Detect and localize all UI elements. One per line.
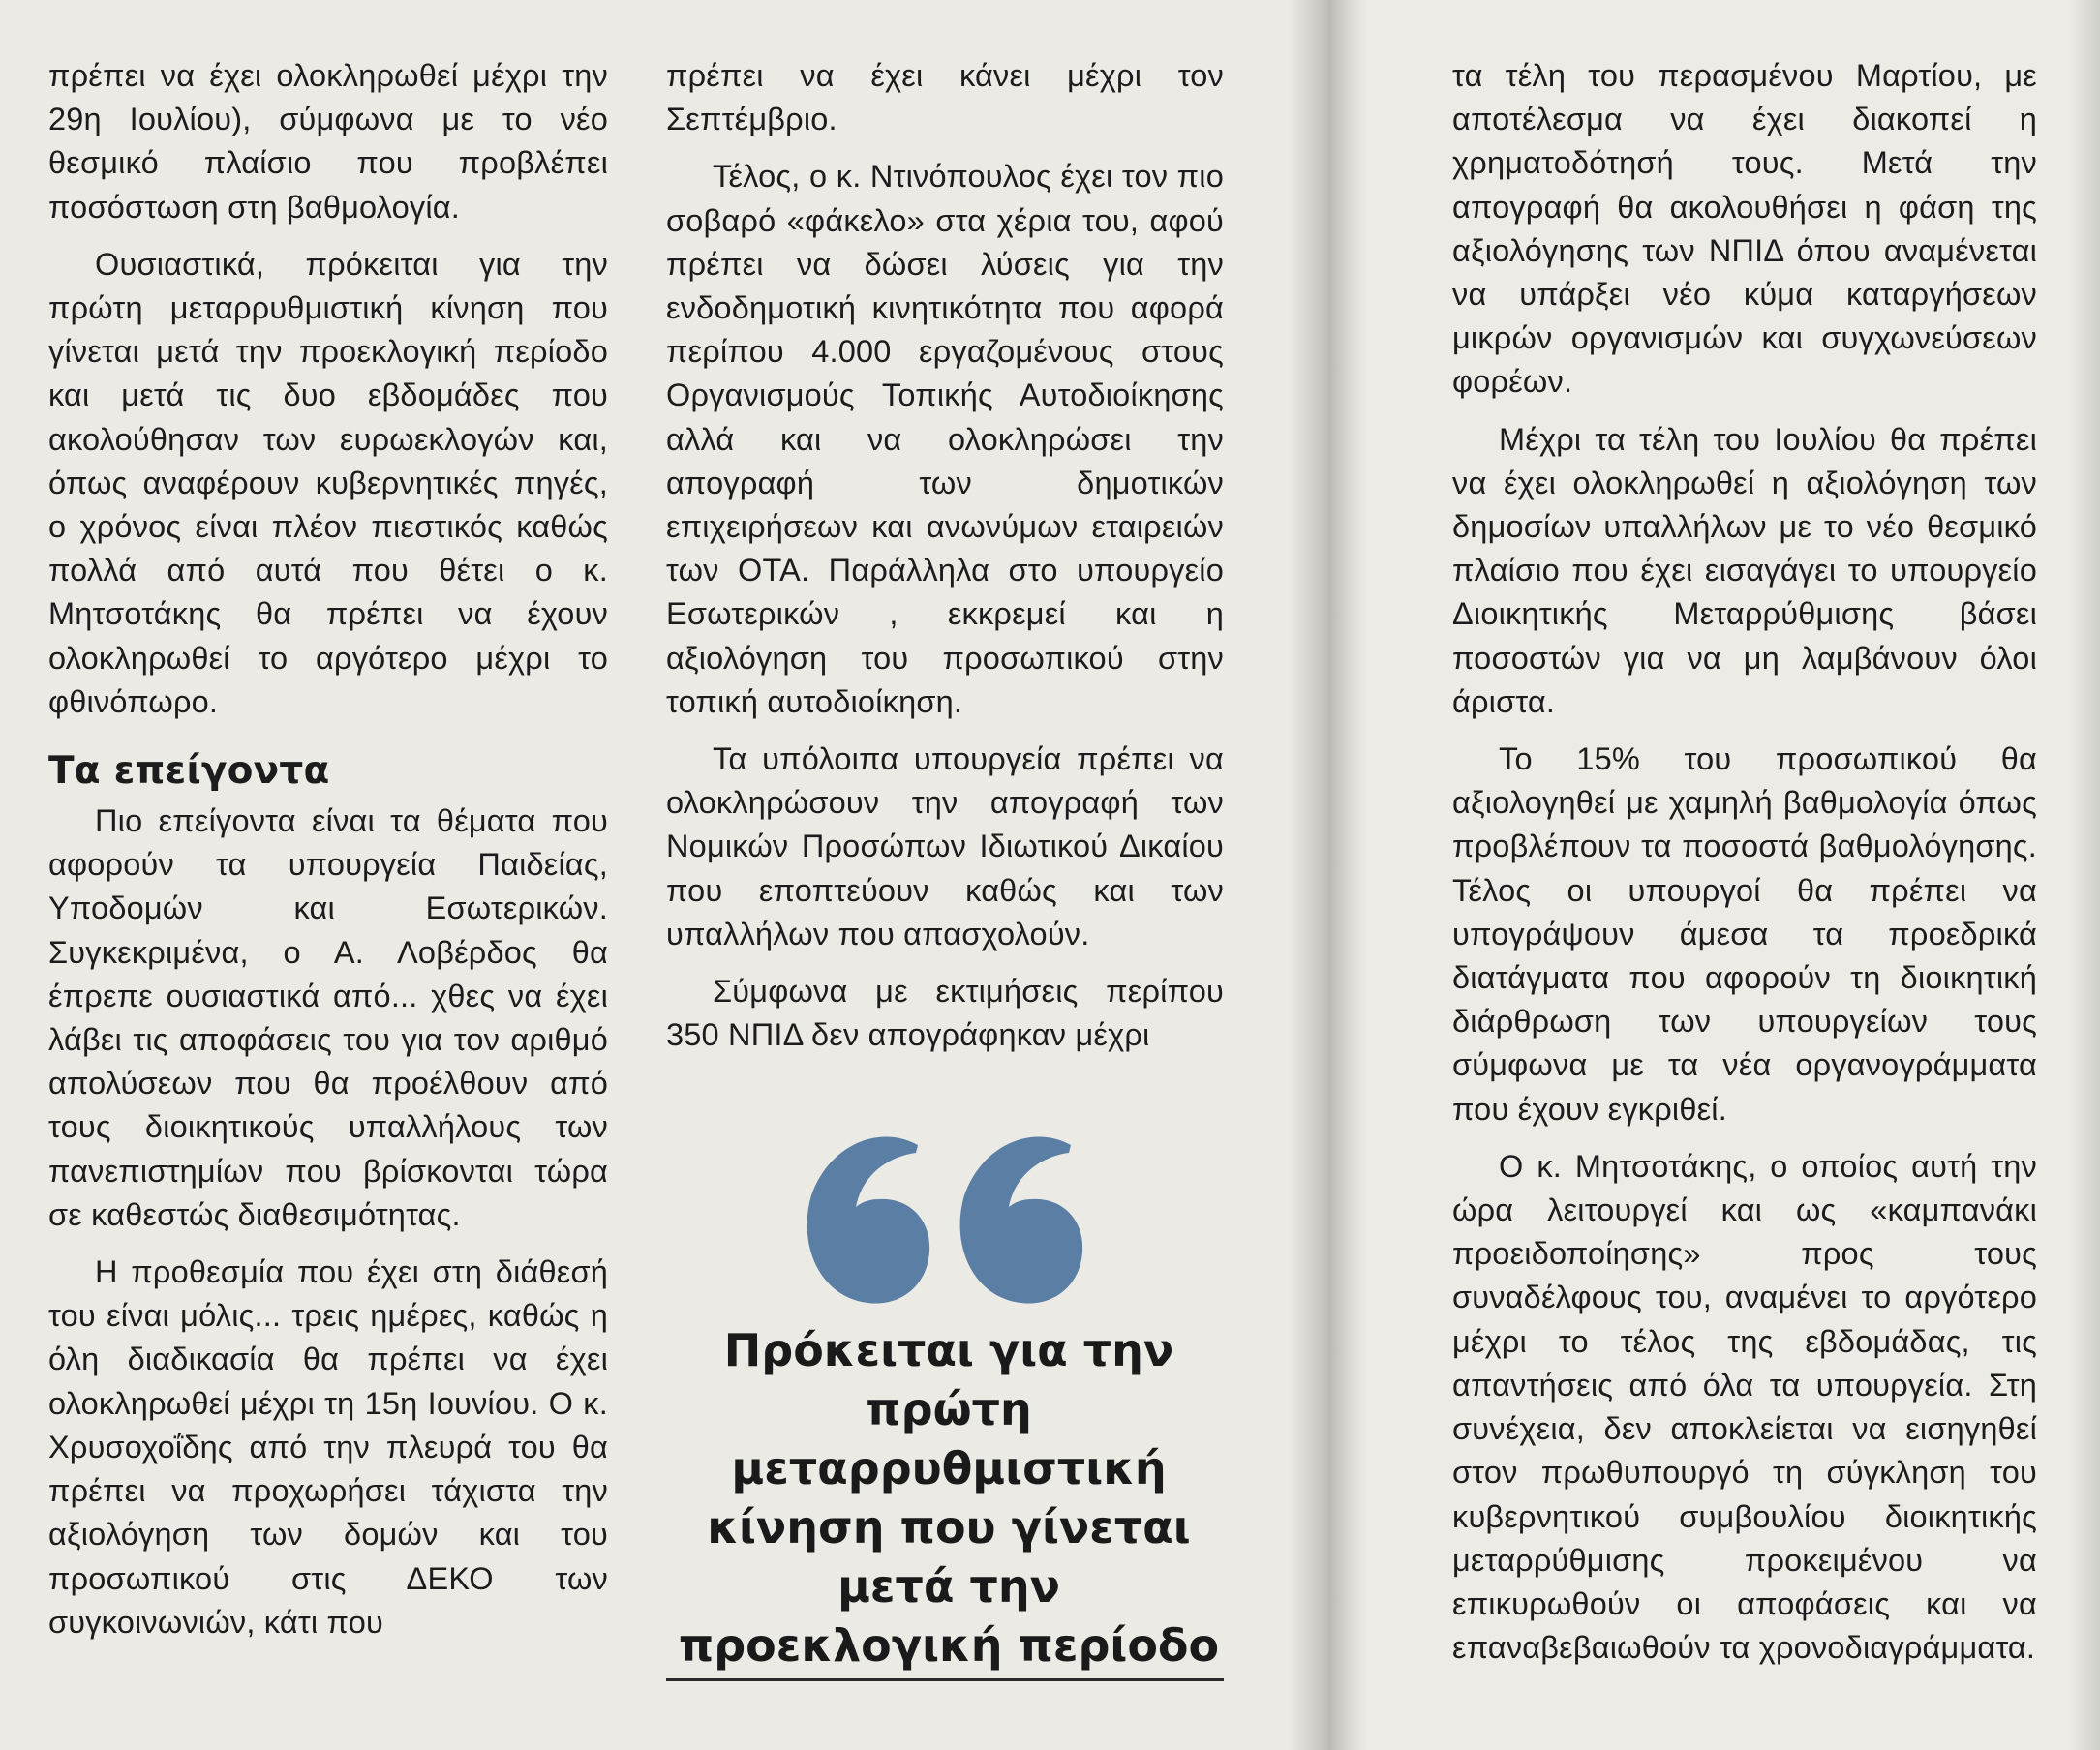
paragraph: Ουσιαστικά, πρόκειται για την πρώτη μεταρρυθμιστική κίνηση που γίνεται μετά την προεκλογική περίοδο και μετά τις δυο εβδομάδες που ακολούθησαν των ευρωεκλογών και, όπως αναφέρουν κυβερνητικές πηγές, ο χρόνος είναι πλέον πιεστικός καθώς πολλά από αυτά που θέτει ο κ. Μητσοτάκης θα πρέπει να έχουν ολοκληρωθεί το αργότερο μέχρι το φθινόπωρο. [48, 246, 608, 719]
paragraph: Το 15% του προσωπικού θα αξιολογηθεί με χαμηλή βαθμολογία όπως προβλέπουν τα ποσοστά βαθμολόγησης. Τέλος οι υπουργοί θα πρέπει να υπογράψουν άμεσα τα προεδρικά διατάγματα που αφορούν τη διοικητική διάρθρωση των υπουργείων τους σύμφωνα με τα νέα οργανογράμματα που έχουν εγκριθεί. [1452, 741, 2037, 1127]
paragraph: Τα υπόλοιπα υπουργεία πρέπει να ολοκληρώσουν την απογραφή των Νομικών Προσώπων Ιδιωτικού Δικαίου που εποπτεύουν καθώς και των υπαλλήλων που απασχολούν. [666, 741, 1224, 951]
page-gutter-shadow [1288, 0, 1328, 1750]
quote-open-icon [794, 1106, 1084, 1310]
paragraph: Σύμφωνα με εκτιμήσεις περίπου 350 ΝΠΙΔ δεν απογράφηκαν μέχρι [666, 974, 1224, 1053]
pull-quote: Πρόκειται για την πρώτη μεταρρυθμιστική κίνηση που γίνεται μετά την προεκλογική περίοδο [678, 1324, 1220, 1672]
paragraph: Η προθεσμία που έχει στη διάθεσή του είναι μόλις... τρεις ημέρες, καθώς η όλη διαδικασία θα πρέπει να έχει ολοκληρωθεί μέχρι τη 15η Ιουνίου. Ο κ. Χρυσοχοΐδης από την πλευρά του θα πρέπει να προχωρήσει τάχιστα την αξιολόγηση των δομών και του προσωπικού στις ΔΕΚΟ των συγκοινωνιών, κάτι που [48, 1254, 608, 1640]
paragraph: πρέπει να έχει κάνει μέχρι τον Σεπτέμβριο. [666, 58, 1224, 137]
article-column-1 [48, 54, 608, 1658]
pull-quote-rule [666, 1678, 1224, 1681]
paragraph: Ο κ. Μητσοτάκης, ο οποίος αυτή την ώρα λειτουργεί και ως «καμπανάκι προειδοποίησης» προς τους συναδέλφους του, αναμένει το αργότερο μέχρι το τέλος της εβδομάδας, τις απαντήσεις από όλα τα υπουργεία. Στη συνέχεια, δεν αποκλείεται να εισηγηθεί στον πρωθυπουργό τη σύγκληση του κυβερνητικού συμβουλίου διοικητικής μεταρρύθμισης προκειμένου να επικυρωθούν οι αποφάσεις και να επαναβεβαιωθούν τα χρονοδιαγράμματα. [1452, 1148, 2037, 1666]
article-column-3 [1452, 54, 2037, 1683]
paragraph: Μέχρι τα τέλη του Ιουλίου θα πρέπει να έχει ολοκληρωθεί η αξιολόγηση των δημοσίων υπαλλήλων με το νέο θεσμικό πλαίσιο που έχει εισαγάγει το υπουργείο Διοικητικής Μεταρρύθμισης βάσει ποσοστών για να μη λαμβάνουν όλοι άριστα. [1452, 421, 2037, 719]
quote-mark-left [807, 1137, 930, 1304]
page-edge [2070, 0, 2100, 1750]
quote-mark-right [960, 1137, 1083, 1304]
paragraph: πρέπει να έχει ολοκληρωθεί μέχρι την 29η Ιουλίου), σύμφωνα με το νέο θεσμικό πλαίσιο που προβλέπει ποσόστωση στη βαθμολογία. [48, 58, 608, 225]
paragraph: Τέλος, ο κ. Ντινόπουλος έχει τον πιο σοβαρό «φάκελο» στα χέρια του, αφού πρέπει να δώσει λύσεις για την ενδοδημοτική κινητικότητα που αφορά περίπου 4.000 εργαζομένους στους Οργανισμούς Τοπικής Αυτοδιοίκησης αλλά και να ολοκληρώσει την απογραφή των δημοτικών επιχειρήσεων και ανωνύμων εταιρειών των ΟΤΑ. Παράλληλα στο υπουργείο Εσωτερικών , εκκρεμεί και η αξιολόγηση του προσωπικού στην τοπική αυτοδιοίκηση. [666, 159, 1224, 719]
page-gutter-shadow-right [1328, 0, 1367, 1750]
paragraph: Πιο επείγοντα είναι τα θέματα που αφορούν τα υπουργεία Παιδείας, Υποδομών και Εσωτερικών. Συγκεκριμένα, ο Α. Λοβέρδος θα έπρεπε ουσιαστικά από... χθες να έχει λάβει τις αποφάσεις του για τον αριθμό απολύσεων που θα προέλθουν από τους διοικητικούς υπαλλήλους των πανεπιστημίων που βρίσκονται τώρα σε καθεστώς διαθεσιμότητας. [48, 803, 608, 1232]
article-column-2 [666, 54, 1224, 1071]
paragraph: τα τέλη του περασμένου Μαρτίου, με αποτέλεσμα να έχει διακοπεί η χρηματοδότησή τους. Μετά την απογραφή θα ακολουθήσει η φάση της αξιολόγησης των ΝΠΙΔ όπου αναμένεται να υπάρξει νέο κύμα καταργήσεων μικρών οργανισμών και συγχωνεύσεων φορέων. [1452, 58, 2037, 400]
section-heading: Τα επείγοντα [48, 749, 330, 794]
